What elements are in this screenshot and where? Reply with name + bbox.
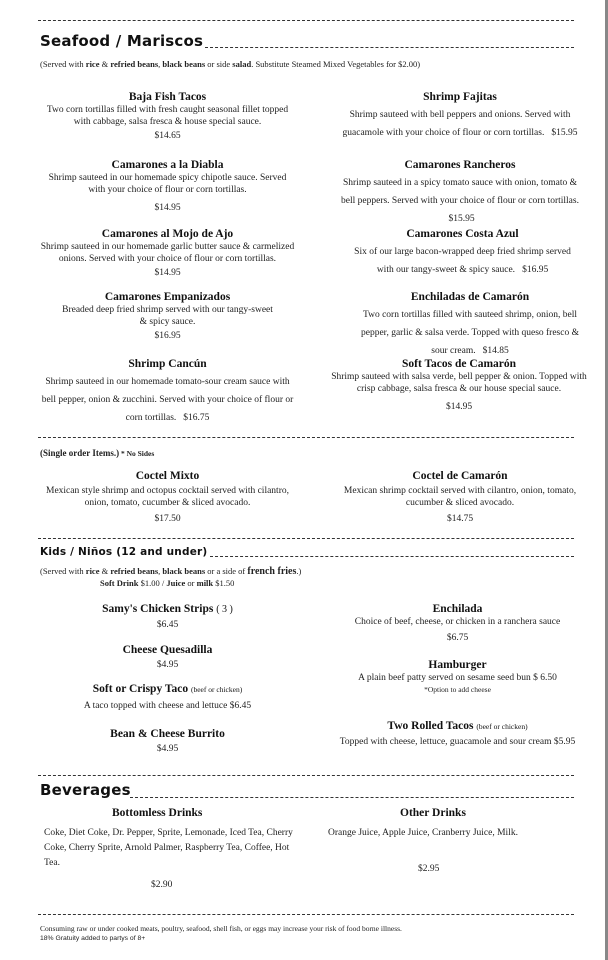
menu-item	[50, 602, 285, 631]
kids-note: (Served with rice & refried beans, black beans or a side of french fries.)	[40, 566, 302, 577]
menu-item	[26, 227, 309, 279]
food-warning: Consuming raw or under cooked meats, poultry, seafood, shell fish, or eggs may increase your risk of food borne illness.	[40, 924, 402, 933]
divider	[130, 797, 574, 798]
menu-item	[335, 469, 585, 525]
menu-item	[40, 158, 295, 214]
item-price: $6.45	[156, 620, 179, 630]
item-name: Samy's Chicken Strips ( 3 )	[102, 603, 233, 615]
item-name: Camarones Rancheros	[404, 159, 516, 171]
divider	[38, 914, 574, 915]
divider	[205, 47, 574, 48]
seafood-note: (Served with rice & refried beans, black beans or side salad. Substitute Steamed Mixed Vegetables for $2.00)	[40, 59, 421, 69]
item-price: $15.95	[551, 128, 578, 138]
item-desc: Mexican shrimp cocktail served with cilantro, onion, tomato, cucumber & sliced avocado.	[343, 486, 577, 508]
bottomless-price: $2.90	[151, 880, 173, 890]
menu-item	[50, 727, 285, 755]
single-note: (Single order Items.) * No Sides	[40, 448, 155, 458]
item-price: $14.95	[154, 268, 181, 278]
item-name: Soft or Crispy Taco (beef or chicken)	[92, 683, 243, 695]
item-desc: A plain beef patty served on sesame seed bun $ 6.50	[358, 673, 557, 683]
item-price: $4.95	[156, 660, 179, 670]
seafood-title: Seafood / Mariscos	[40, 32, 204, 50]
bottomless-desc: Coke, Diet Coke, Dr. Pepper, Sprite, Lemonade, Iced Tea, Cherry Coke, Cherry Sprite, Arnold Palmer, Raspberry Tea, Coffee, Hot Tea.	[44, 828, 293, 868]
kids-drinks-note: Soft Drink $1.00 / Juice or milk $1.50	[100, 578, 235, 588]
item-name: Coctel Mixto	[135, 470, 200, 482]
item-desc: Shrimp sauteed in our homemade tomato-sour cream sauce with bell pepper, onion & zucchini. Served with your choice of flour or corn tortillas.	[41, 377, 294, 423]
item-desc: Topped with cheese, lettuce, guacamole and sour cream $5.95	[339, 737, 576, 747]
beverages-title: Beverages	[40, 781, 131, 799]
menu-item	[40, 90, 295, 142]
item-price: $16.95	[522, 265, 549, 275]
menu-item	[325, 357, 593, 413]
item-name: Hamburger	[428, 659, 487, 671]
other-drinks-title: Other Drinks	[400, 807, 466, 819]
item-desc: Shrimp sauteed in our homemade garlic butter sauce & carmelized onions. Served with your choice of flour or corn tortillas.	[40, 242, 295, 264]
menu-item	[340, 90, 580, 140]
item-price: $17.50	[154, 514, 181, 524]
divider	[38, 20, 574, 21]
item-price: $6.75	[446, 633, 469, 643]
item-note: *Option to add cheese	[424, 685, 491, 694]
gratuity-note: 18% Gratuity added to partys of 8+	[40, 935, 146, 942]
item-name: Cheese Quesadilla	[122, 644, 213, 656]
item-name: Soft Tacos de Camarón	[401, 358, 517, 370]
item-name: Camarones Empanizados	[104, 291, 231, 303]
item-desc: Shrimp sauteed in our homemade spicy chipotle sauce. Served with your choice of flour or corn tortillas.	[48, 173, 287, 195]
menu-item	[330, 719, 585, 748]
menu-item	[345, 227, 580, 277]
item-price: $16.95	[154, 331, 181, 341]
item-name: Bean & Cheese Burrito	[110, 728, 225, 740]
item-name: Camarones a la Diabla	[111, 159, 224, 171]
menu-item	[60, 290, 275, 342]
kids-title: Kids / Niños (12 and under)	[40, 546, 208, 558]
item-price: $4.95	[156, 744, 179, 754]
item-desc: Shrimp sauteed with bell peppers and onions. Served with guacamole with your choice of flour or corn tortillas.	[342, 110, 571, 138]
menu-item	[45, 682, 290, 712]
item-desc: Six of our large bacon-wrapped deep fried shrimp served with our tangy-sweet & spicy sauce.	[354, 247, 571, 275]
item-desc: Breaded deep fried shrimp served with our tangy-sweet & spicy sauce.	[62, 305, 273, 327]
item-price: $16.75	[183, 413, 210, 423]
item-name: Two Rolled Tacos (beef or chicken)	[387, 720, 528, 732]
item-price: $14.75	[446, 514, 474, 524]
item-name: Shrimp Cancún	[128, 358, 207, 370]
item-price: $14.85	[482, 346, 509, 356]
item-desc: Shrimp sauteed in a spicy tomato sauce with onion, tomato & bell peppers. Served with your choice of flour or corn tortillas.	[341, 178, 579, 206]
other-drinks-desc: Orange Juice, Apple Juice, Cranberry Juice, Milk.	[328, 828, 518, 838]
menu-item	[355, 290, 585, 358]
item-price: $14.95	[445, 402, 473, 412]
menu-item	[40, 357, 295, 425]
menu-item	[325, 602, 590, 644]
menu-item	[50, 643, 285, 671]
item-name: Enchilada	[432, 603, 483, 615]
divider	[38, 437, 574, 438]
item-price: $14.65	[154, 131, 181, 141]
item-desc: Shrimp sauteed with salsa verde, bell pepper & onion. Topped with crisp cabbage, salsa fresca & our house special sauce.	[331, 372, 587, 394]
item-price: $14.95	[154, 203, 181, 213]
divider	[38, 775, 574, 776]
item-desc: Two corn tortillas filled with fresh caught seasonal fillet topped with cabbage, salsa fresca & house special sauce.	[46, 105, 289, 127]
menu-item	[335, 158, 585, 226]
item-name: Coctel de Camarón	[412, 470, 508, 482]
item-desc: Mexican style shrimp and octopus cocktail served with cilantro, onion, tomato, cucumber & sliced avocado.	[46, 486, 289, 508]
divider	[38, 538, 574, 539]
menu-item	[325, 658, 590, 696]
item-name: Camarones al Mojo de Ajo	[101, 228, 234, 240]
item-price: $15.95	[448, 214, 475, 224]
item-desc: Choice of beef, cheese, or chicken in a ranchera sauce	[354, 617, 561, 627]
item-name: Enchiladas de Camarón	[410, 291, 530, 303]
item-desc: Two corn tortillas filled with sauteed shrimp, onion, bell pepper, garlic & salsa verde. Topped with queso fresco & sour cream.	[360, 310, 579, 356]
item-name: Baja Fish Tacos	[128, 91, 207, 103]
divider	[210, 556, 574, 557]
bottomless-title: Bottomless Drinks	[112, 807, 203, 819]
other-drinks-price: $2.95	[418, 864, 440, 874]
item-name: Camarones Costa Azul	[406, 228, 519, 240]
item-desc: A taco topped with cheese and lettuce $6.45	[83, 701, 252, 711]
item-name: Shrimp Fajitas	[423, 91, 497, 103]
menu-item	[40, 469, 295, 525]
